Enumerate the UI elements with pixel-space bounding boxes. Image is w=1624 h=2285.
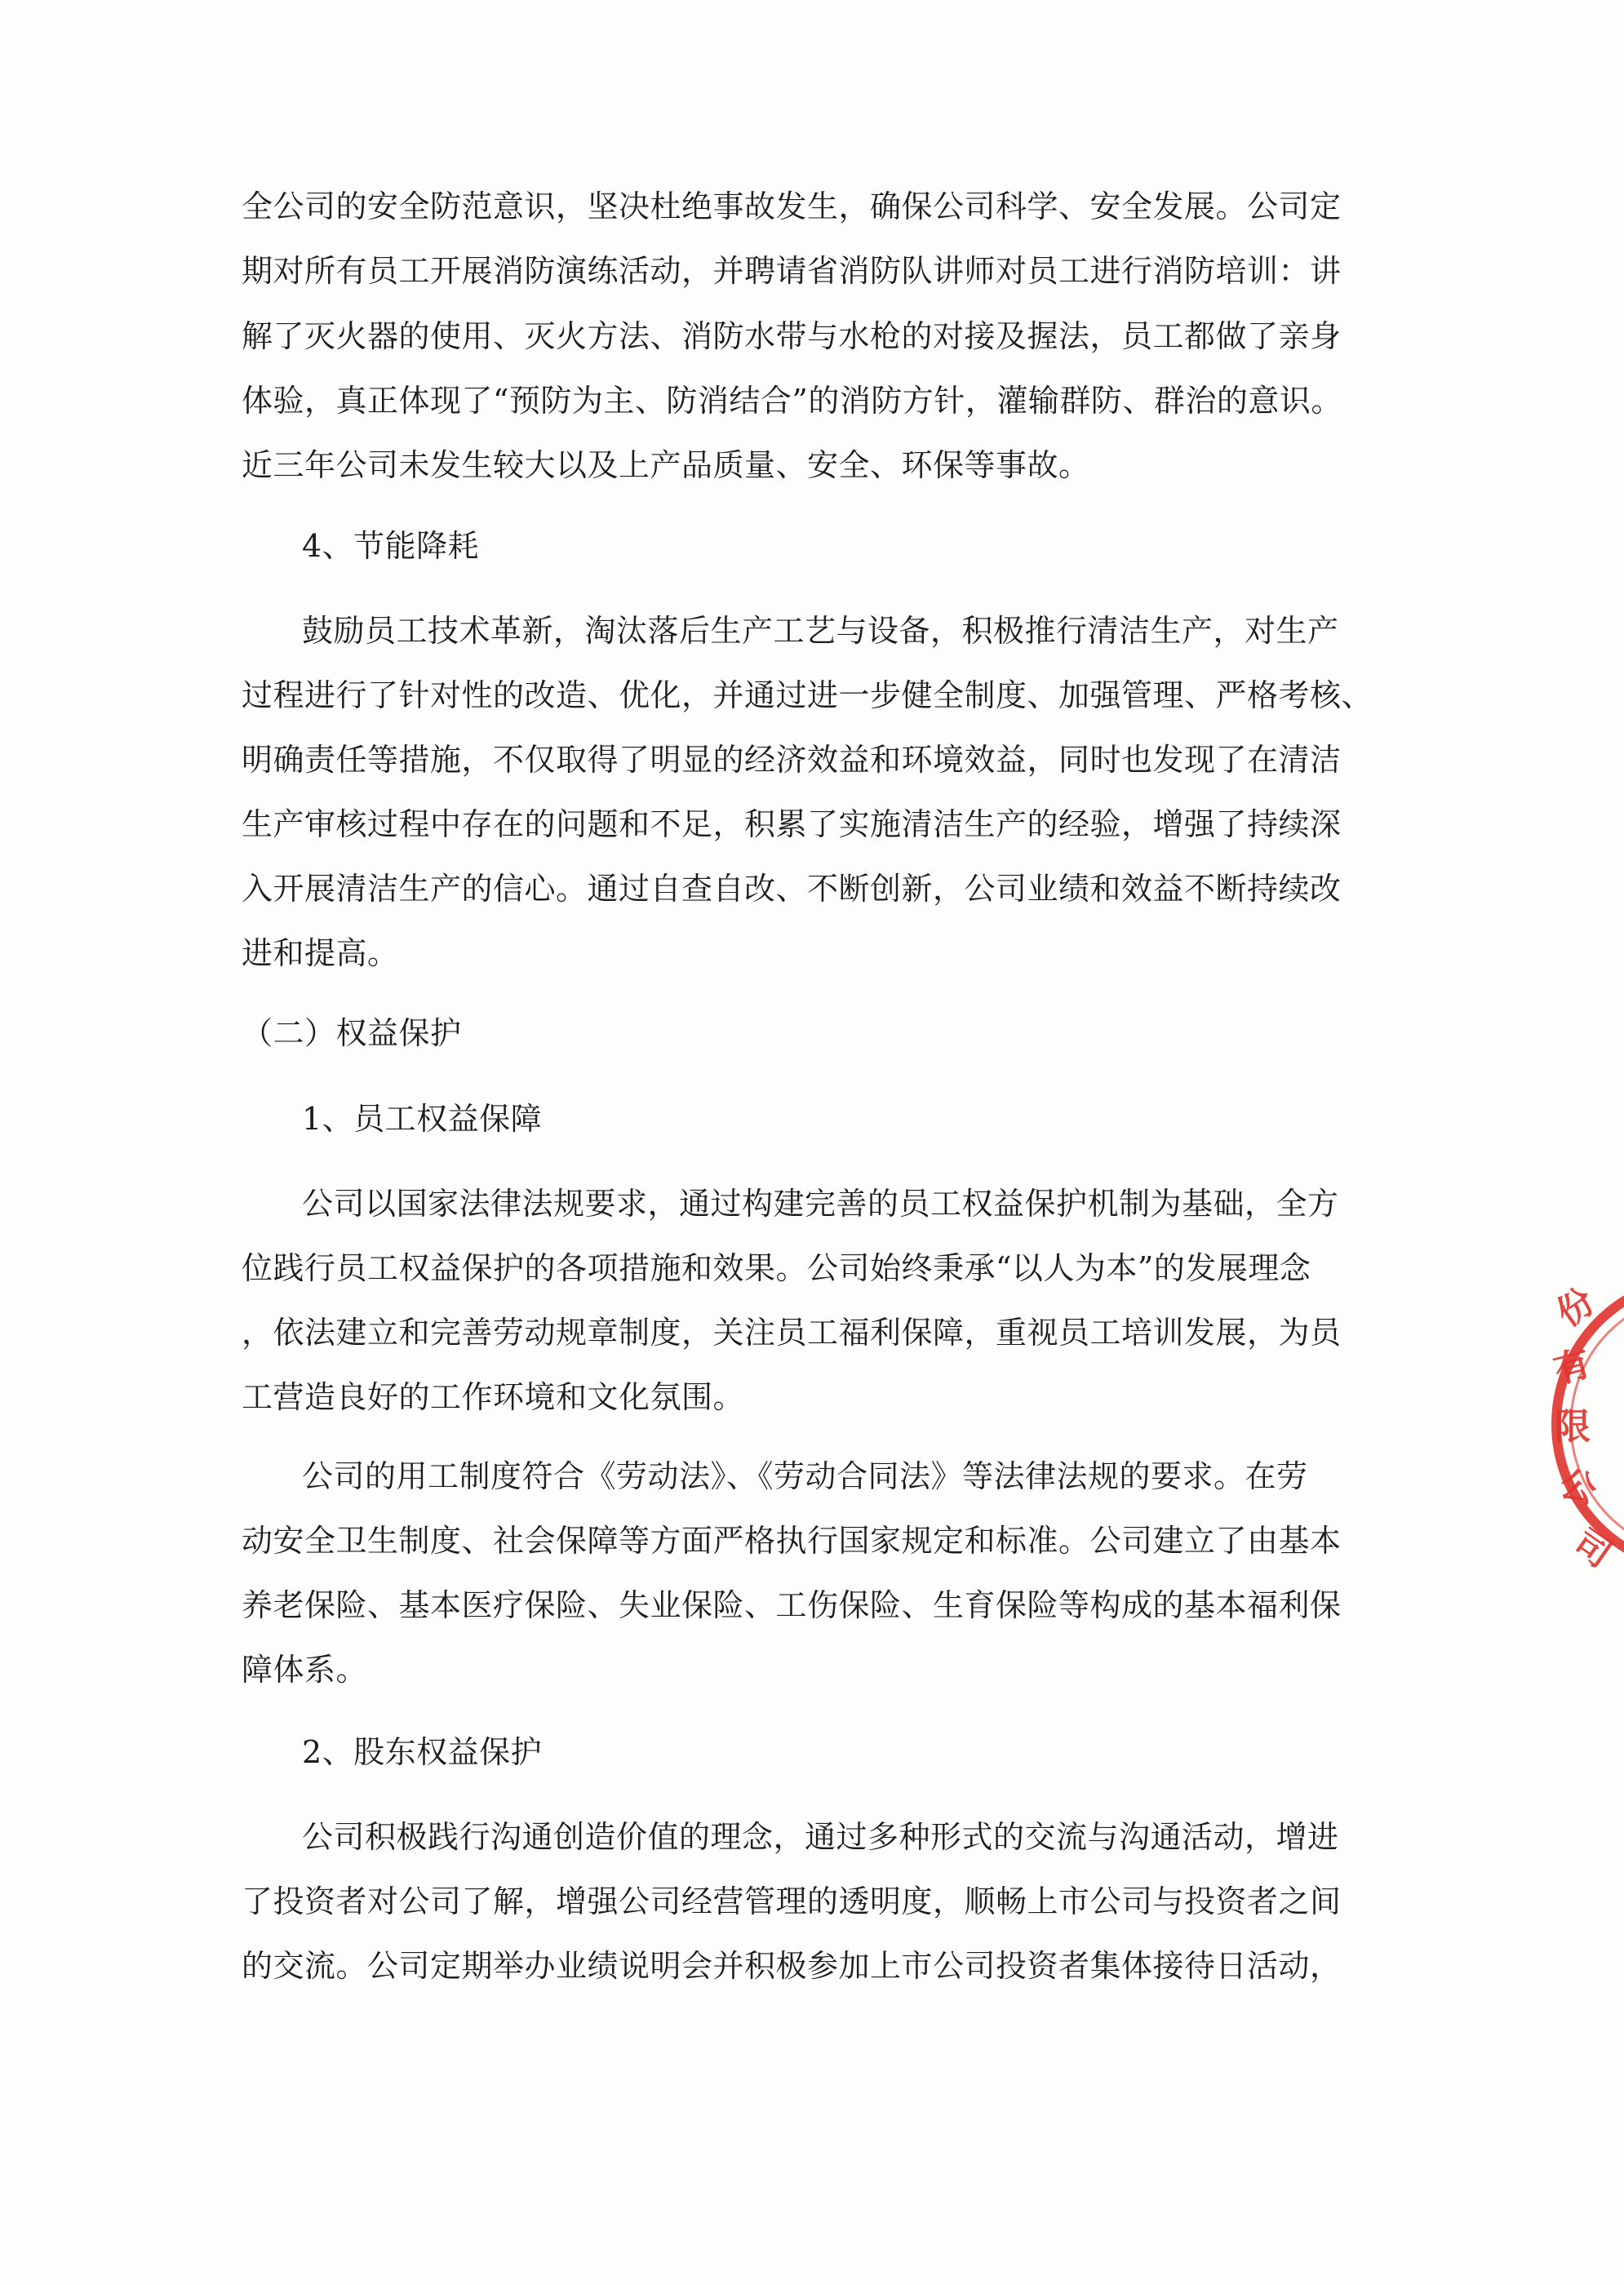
text-line: 期对所有员工开展消防演练活动，并聘请省消防队讲师对员工进行消防培训：讲 — [242, 253, 1342, 289]
text-line: 入开展清洁生产的信心。通过自查自改、不断创新，公司业绩和效益不断持续改 — [242, 871, 1342, 907]
seal-char: 份 — [1549, 1280, 1603, 1336]
text-line: 进和提高。 — [242, 935, 399, 971]
text-line: 明确责任等措施，不仅取得了明显的经济效益和环境效益，同时也发现了在清洁 — [242, 742, 1342, 778]
seal-char: 有 — [1549, 1342, 1595, 1392]
text-line: 过程进行了针对性的改造、优化，并通过进一步健全制度、加强管理、严格考核、 — [242, 677, 1373, 713]
subsection-heading: 2、股东权益保护 — [302, 1734, 543, 1770]
section-heading: （二）权益保护 — [242, 1015, 462, 1051]
section-heading: 4、节能降耗 — [302, 528, 480, 564]
text-line: 生产审核过程中存在的问题和不足，积累了实施清洁生产的经验，增强了持续深 — [242, 806, 1342, 842]
text-line: 公司积极践行沟通创造价值的理念，通过多种形式的交流与沟通活动，增进 — [302, 1819, 1339, 1855]
text-line: 近三年公司未发生较大以及上产品质量、安全、环保等事故。 — [242, 447, 1090, 483]
text-line: 工营造良好的工作环境和文化氛围。 — [242, 1379, 745, 1415]
text-line: 解了灭火器的使用、灭火方法、消防水带与水枪的对接及握法，员工都做了亲身 — [242, 318, 1342, 354]
seal-char: 司 — [1565, 1521, 1619, 1577]
subsection-heading: 1、员工权益保障 — [302, 1101, 543, 1137]
text-line: ，依法建立和完善劳动规章制度，关注员工福利保障，重视员工培训发展，为员 — [242, 1315, 1342, 1351]
seal-char: 限 — [1555, 1406, 1591, 1448]
company-seal — [1546, 1269, 1624, 1579]
text-line: 全公司的安全防范意识，坚决杜绝事故发生，确保公司科学、安全发展。公司定 — [242, 189, 1342, 224]
text-line: 体验，真正体现了“预防为主、防消结合”的消防方针，灌输群防、群治的意识。 — [242, 383, 1342, 419]
text-line: 公司的用工制度符合《劳动法》、《劳动合同法》等法律法规的要求。在劳 — [302, 1458, 1308, 1494]
seal-char: 公 — [1555, 1462, 1601, 1513]
text-line: 动安全卫生制度、社会保障等方面严格执行国家规定和标准。公司建立了由基本 — [242, 1523, 1342, 1559]
text-line: 鼓励员工技术革新，淘汰落后生产工艺与设备，积极推行清洁生产，对生产 — [302, 613, 1339, 649]
text-line: 位践行员工权益保护的各项措施和效果。公司始终秉承“以人为本”的发展理念 — [242, 1250, 1311, 1286]
text-line: 公司以国家法律法规要求，通过构建完善的员工权益保护机制为基础，全方 — [302, 1186, 1339, 1222]
text-line: 养老保险、基本医疗保险、失业保险、工伤保险、生育保险等构成的基本福利保 — [242, 1587, 1342, 1623]
text-line: 的交流。公司定期举办业绩说明会并积极参加上市公司投资者集体接待日活动， — [242, 1948, 1342, 1984]
text-line: 了投资者对公司了解，增强公司经营管理的透明度，顺畅上市公司与投资者之间 — [242, 1883, 1342, 1919]
text-line: 障体系。 — [242, 1652, 368, 1688]
